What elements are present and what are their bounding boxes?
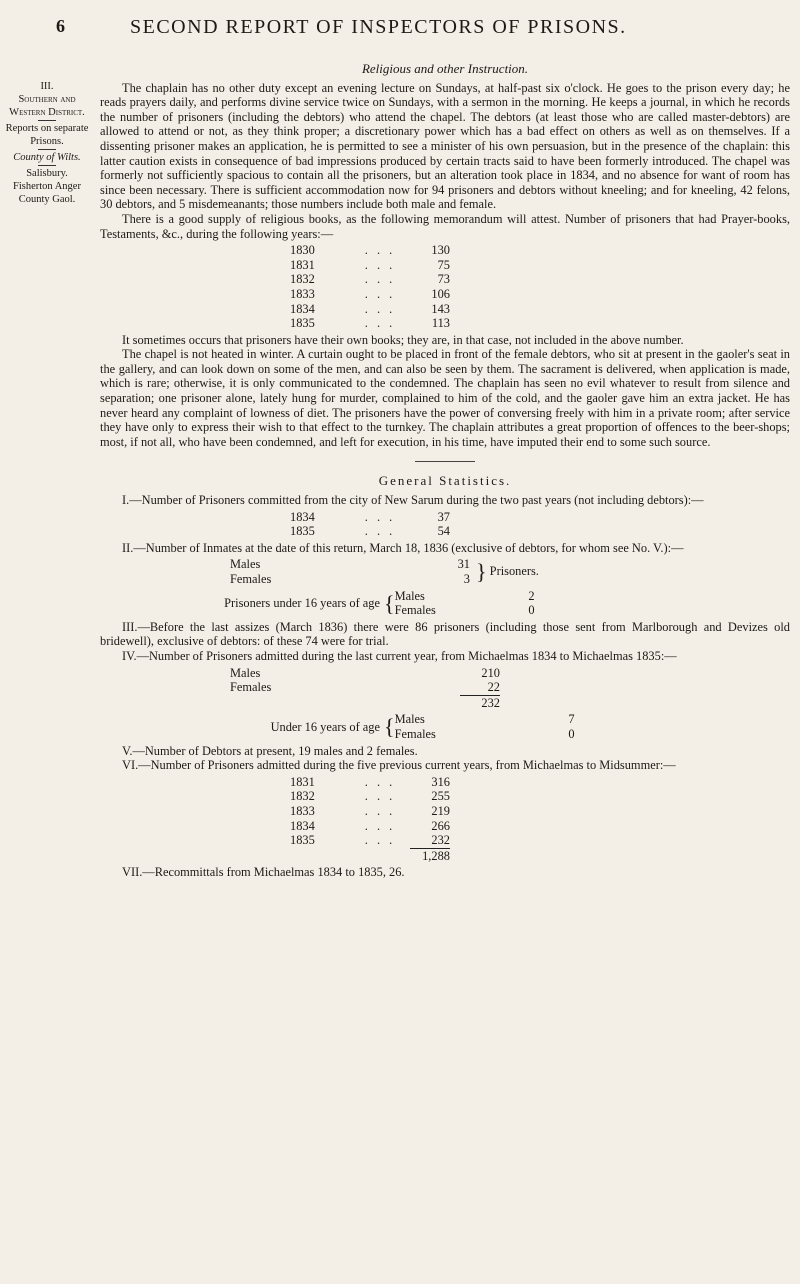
table-row: 1833 . . . 106 (290, 286, 450, 301)
stat-1: I.—Number of Prisoners committed from the city of New Sarum during the two past years (not including debtors):— (122, 493, 704, 508)
table-row: Males 31 } Prisoners. (230, 557, 539, 585)
paragraph-chapel: The chapel is not heated in winter. A curtain ought to be placed in front of the female debtors, who sit at present in the gaoler's seat in the gallery, and can look down on some of the men, and can also be seen by them. The sacrament is delivered, when application is made, which is rare; otherwise, it is only communicated to the condemned. The chaplain has seen no evil whatever to result from silence and separation; one prisoner alone, lately hung for murder, complained to him of the cold, and the gaoler gave him an extra jacket. He has never heard any complaint of lowness of diet. The prisoners have the power of conversing freely with him in a private room; after service they have only to express their wish to that effect to the turnkey. The chaplain attributes a great proportion of offences to the beer-shops; most, if not all, who have been condemned, and left for execution, in his time, have imputed their end to some such source. (100, 347, 790, 449)
margin-district (4, 80, 90, 206)
table-row: 1834 . . . 37 (290, 509, 450, 524)
margin-county: County of Wilts. (13, 152, 81, 163)
paragraph-chaplain: The chaplain has no other duty except an evening lecture on Sundays, at half-past six o'clock. He goes to the prison every day; he reads prayers daily, and performs divine service twice on Sundays, with a sermon in the morning. He keeps a journal, in which he records the number of prisoners (including the debtors) who attend the chapel. The debtors (at least those who are called master-debtors) are allowed to attend or not, as they think proper; a discretionary power which has a bad effect on others as well as on themselves. If a dissenting prisoner makes an application, he is permitted to see a minister of his own persuasion, but in the presence of the chaplain: this latter caution exists in consequence of bad impressions produced by certain tracts said to have been formerly introduced. The chapel was formerly not sufficiently spacious to contain all the prisoners, but an alteration took place in 1834, and no absence for want of room has since been necessary. There is sufficient accommodation now for 94 prisoners and debtors without kneeling; and for kneeling, 42 felons, 30 debtors, and 5 misdemeanants; those numbers include both male and female. (100, 80, 790, 212)
margin-rule (38, 165, 56, 166)
margin-rule (38, 120, 56, 121)
stat-6: VI.—Number of Prisoners admitted during the five previous current years, from Michaelmas to Midsummer:— (122, 758, 676, 773)
table-row: Females 0 (394, 726, 575, 741)
brace-icon: { (384, 590, 395, 616)
stat-5: V.—Number of Debtors at present, 19 males and 2 females. (122, 743, 418, 758)
table-row: 1835 . . . 232 (290, 833, 450, 848)
table-row: 1832 . . . 73 (290, 272, 450, 287)
table-row: Males 210 (230, 665, 500, 680)
brace-icon: { (384, 714, 395, 740)
table-row: Females 3 (230, 572, 470, 586)
margin-district-name: Southern and Western District. (9, 94, 85, 118)
table-row: Females 0 (394, 603, 535, 618)
margin-district-number: III. (40, 81, 54, 92)
paragraph-books: There is a good supply of religious books, as the following memorandum will attest. Number of prisoners that had Prayer-books, Testaments, &c., during the following years:— (100, 211, 790, 241)
table-row: 1834 . . . 266 (290, 818, 450, 833)
table-row: 1833 . . . 219 (290, 803, 450, 818)
brace-icon: } (476, 559, 487, 585)
page-header: SECOND REPORT OF INSPECTORS OF PRISONS. (130, 16, 627, 38)
stat-6-table (290, 775, 450, 864)
table-row: 1831 . . . 316 (290, 774, 450, 789)
table-row: 232 (230, 695, 500, 710)
table-row: 1832 . . . 255 (290, 789, 450, 804)
table-row: 1835 . . . 54 (290, 524, 450, 539)
books-table (290, 243, 450, 331)
table-row: Females 22 (230, 680, 500, 695)
section-title: Religious and other Instruction. (361, 61, 529, 76)
stat-2: II.—Number of Inmates at the date of this return, March 18, 1836 (exclusive of debtors, for whom see No. V.):— (122, 540, 684, 555)
stat-4: IV.—Number of Prisoners admitted during the last current year, from Michaelmas 1834 to Michaelmas 1835:— (122, 648, 677, 663)
margin-town: Salisbury. (26, 168, 68, 179)
page-number: 6 (56, 16, 65, 36)
table-row: 1,288 (290, 848, 450, 863)
margin-reports: Reports on separate Prisons. (5, 123, 89, 147)
general-statistics-title: General Statistics. (378, 473, 512, 489)
stat-4-table (230, 666, 500, 711)
stat-7: VII.—Recommittals from Michaelmas 1834 to 1835, 26. (122, 865, 405, 880)
table-row: 1831 . . . 75 (290, 257, 450, 272)
stat-2-table (230, 557, 539, 586)
table-row: 1835 . . . 113 (290, 316, 450, 331)
table-row: 1830 . . . 130 (290, 243, 450, 258)
margin-gaol: Fisherton Anger County Gaol. (13, 181, 81, 205)
report-body (100, 62, 790, 880)
table-row: Prisoners under 16 years of age { Males 2 (224, 588, 535, 616)
stat-3: III.—Before the last assizes (March 1836) there were 86 prisoners (including those sent from Marlborough and Devizes old bridewell), exclusive of debtors: of these 74 were for trial. (100, 619, 790, 649)
stat-2-under16-table (140, 589, 535, 618)
table-row: 1834 . . . 143 (290, 301, 450, 316)
stat-1-table (290, 510, 450, 539)
stat-4-under16-table (140, 712, 575, 741)
margin-rule (38, 149, 56, 150)
section-divider (415, 461, 475, 462)
paragraph-own-books: It sometimes occurs that prisoners have their own books; they are, in that case, not included in the above number. (122, 332, 684, 347)
table-row: Under 16 years of age { Males 7 (270, 712, 575, 740)
